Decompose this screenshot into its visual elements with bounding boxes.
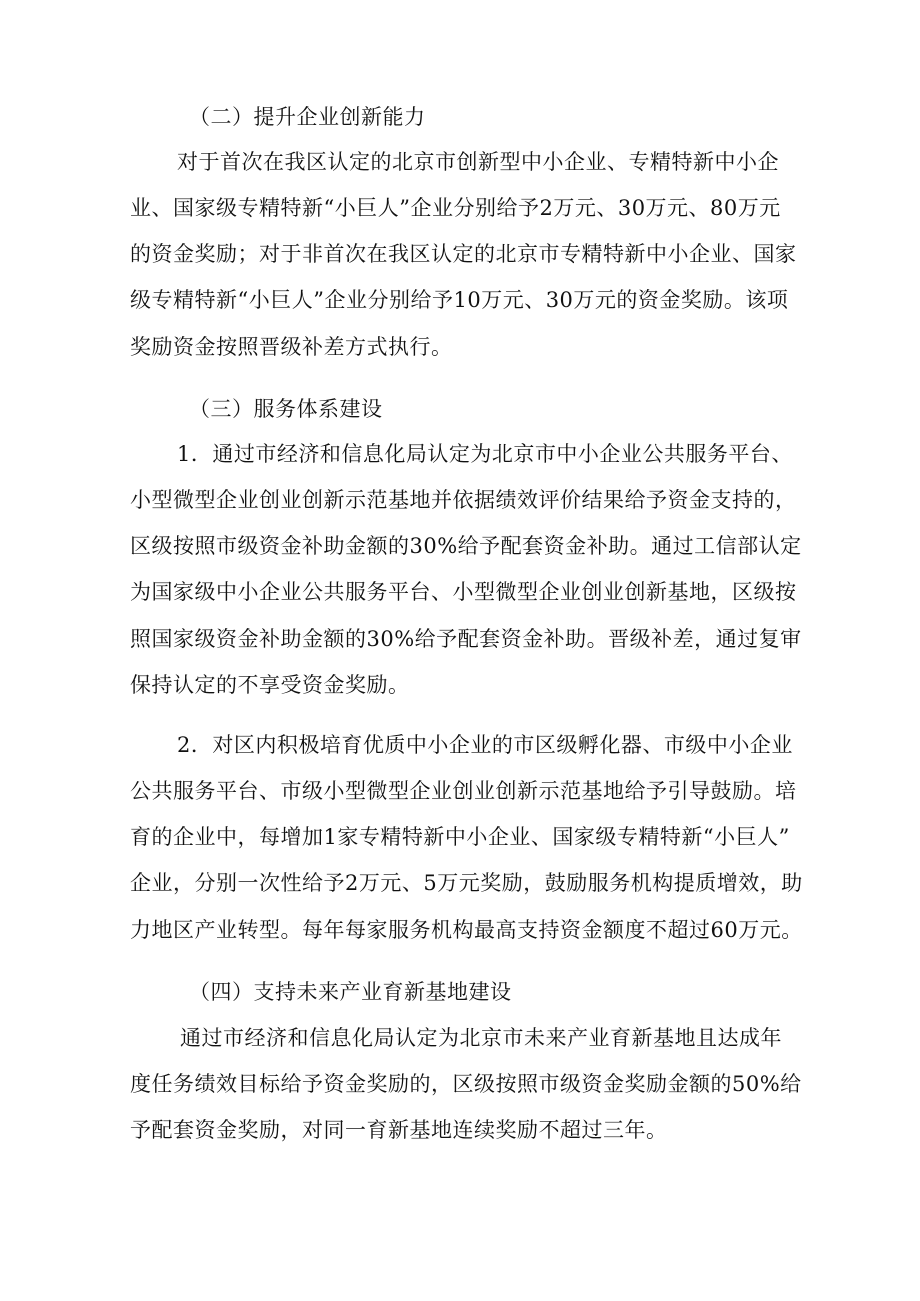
paragraph-line: 小型微型企业创业创新示范基地并依据绩效评价结果给予资金支持的，: [130, 488, 797, 512]
paragraph-line: 奖励资金按照晋级补差方式执行。: [130, 335, 453, 359]
paragraph-line: 业、国家级专精特新“小巨人”企业分别给予2万元、30万元、80万元: [130, 196, 781, 220]
section-heading: （四）支持未来产业育新基地建设: [189, 980, 512, 1004]
paragraph-line: 对于首次在我区认定的北京市创新型中小企业、专精特新中小企: [177, 150, 779, 174]
paragraph-line: 1．通过市经济和信息化局认定为北京市中小企业公共服务平台、: [177, 442, 793, 466]
paragraph-line: 保持认定的不享受资金奖励。: [130, 673, 410, 697]
paragraph-line: 企业，分别一次性给予2万元、5万元奖励，鼓励服务机构提质增效，助: [130, 871, 803, 895]
paragraph-line: 照国家级资金补助金额的30%给予配套资金补助。晋级补差，通过复审: [130, 627, 802, 651]
paragraph-line: 级专精特新“小巨人”企业分别给予10万元、30万元的资金奖励。该项: [130, 288, 789, 312]
paragraph-line: 度任务绩效目标给予资金奖励的，区级按照市级资金奖励金额的50%给: [130, 1072, 802, 1096]
paragraph-line: 区级按照市级资金补助金额的30%给予配套资金补助。通过工信部认定: [130, 534, 802, 558]
paragraph-line: 通过市经济和信息化局认定为北京市未来产业育新基地且达成年: [180, 1026, 782, 1050]
section-heading: （二）提升企业创新能力: [189, 105, 426, 129]
paragraph-line: 的资金奖励；对于非首次在我区认定的北京市专精特新中小企业、国家: [130, 242, 797, 266]
paragraph-line: 为国家级中小企业公共服务平台、小型微型企业创业创新基地，区级按: [130, 580, 797, 604]
paragraph-line: 予配套资金奖励，对同一育新基地连续奖励不超过三年。: [130, 1118, 668, 1142]
paragraph-line: 育的企业中，每增加1家专精特新中小企业、国家级专精特新“小巨人”: [130, 825, 790, 849]
paragraph-line: 公共服务平台、市级小型微型企业创业创新示范基地给予引导鼓励。培: [130, 779, 797, 803]
paragraph-line: 2．对区内积极培育优质中小企业的市区级孵化器、市级中小企业: [177, 733, 793, 757]
paragraph-line: 力地区产业转型。每年每家服务机构最高支持资金额度不超过60万元。: [130, 918, 803, 942]
section-heading: （三）服务体系建设: [189, 397, 383, 421]
